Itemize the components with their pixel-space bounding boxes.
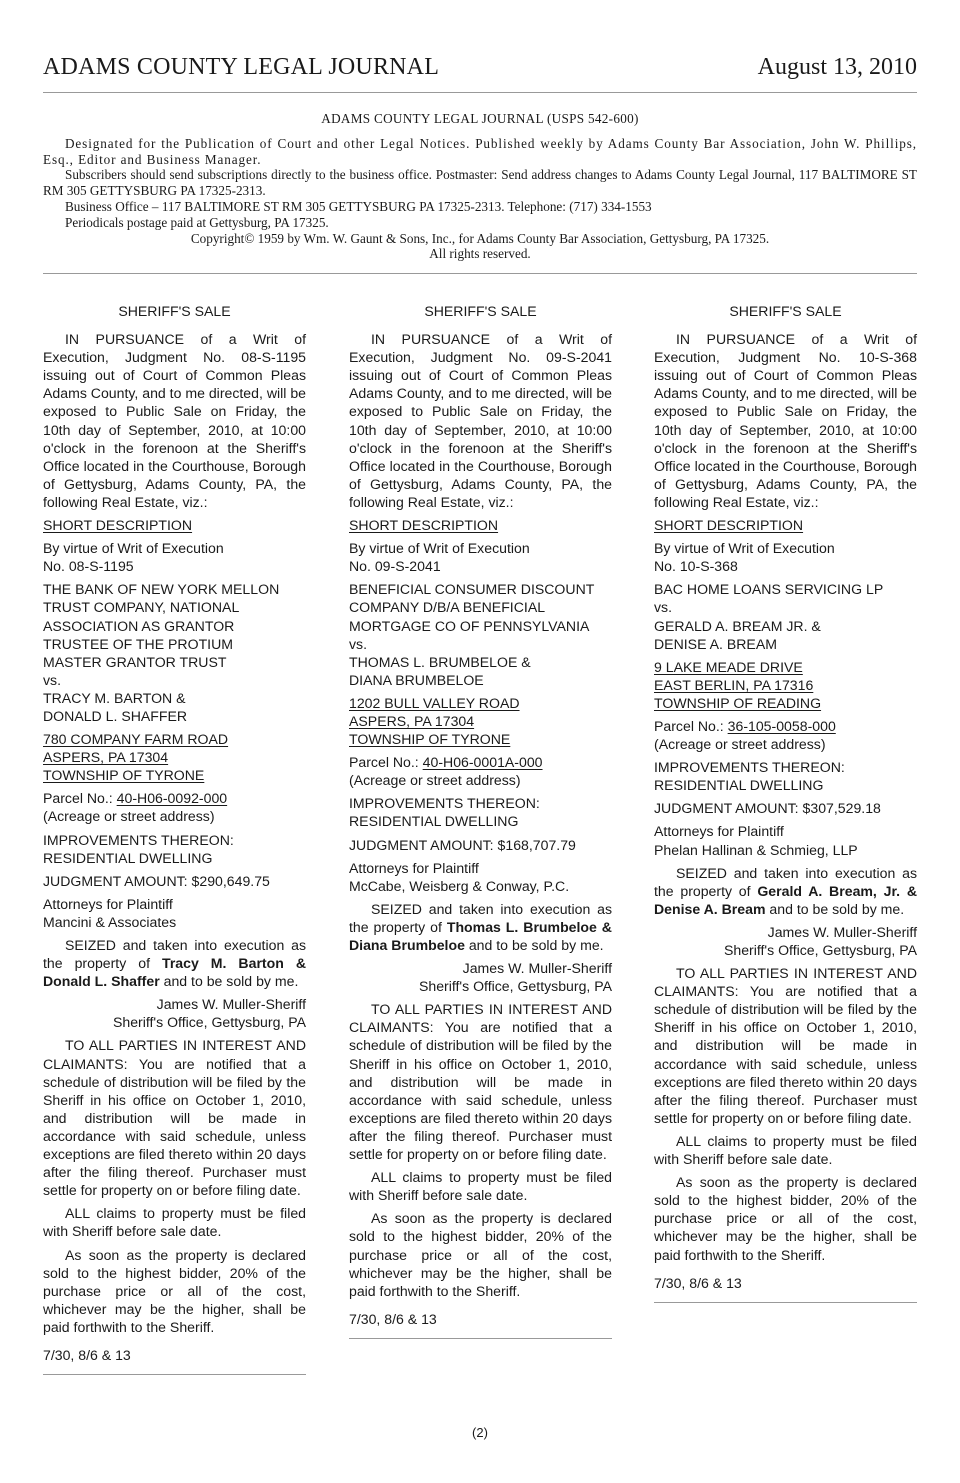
seized-paragraph xyxy=(654,864,917,918)
improvements-line: IMPROVEMENTS THEREON: xyxy=(654,759,845,776)
judgment-amount: JUDGMENT AMOUNT: $290,649.75 xyxy=(43,872,270,889)
judgment-amount: JUDGMENT AMOUNT: $168,707.79 xyxy=(349,836,576,853)
sheriff-office: Sheriff's Office, Gettysburg, PA xyxy=(112,1014,306,1031)
sheriff-signature xyxy=(654,923,917,959)
address-line: ASPERS, PA 17304 xyxy=(43,749,169,766)
notice-end-rule xyxy=(349,1338,612,1339)
seized-names: Gerald A. Bream, Jr. & Denise A. Bream xyxy=(654,882,918,917)
attorneys-label: Attorneys for Plaintiff xyxy=(43,895,173,912)
parcel-block xyxy=(43,789,306,825)
writ-number: No. 10-S-368 xyxy=(654,558,738,575)
seized-names: Thomas L. Brumbeloe & Diana Brumbeloe xyxy=(349,918,612,953)
defendant-line: TRACY M. BARTON & xyxy=(43,689,186,706)
plaintiff-line: TRUST COMPANY, NATIONAL xyxy=(43,599,240,616)
publication-dates: 7/30, 8/6 & 13 xyxy=(654,1274,742,1291)
notice-pursuance: IN PURSUANCE of a Writ of Execution, Judgment No. 08-S-1195 issuing out of Court of Common Pleas Adams County, and to me directed, will be exposed to Public Sale on Friday, the 10th day of September, 2010, at 10:00 o'clock in the forenoon at the Sheriff's Office located in the Courthouse, Borough of Gettysburg, Adams County, PA, the following Real Estate, viz.: xyxy=(43,331,306,510)
writ-block xyxy=(43,539,306,575)
improvements-line: IMPROVEMENTS THEREON: xyxy=(43,831,234,848)
masthead-rights: All rights reserved. xyxy=(429,246,531,262)
parcel-number: 40-H06-0001A-000 xyxy=(422,754,543,771)
seized-text-end: and to be sold by me. xyxy=(765,900,905,917)
seized-paragraph xyxy=(43,936,306,990)
plaintiff-line: BAC HOME LOANS SERVICING LP xyxy=(654,581,884,598)
sheriff-signature xyxy=(43,995,306,1031)
masthead-periodicals: Periodicals postage paid at Gettysburg, PA 17325. xyxy=(65,214,329,230)
plaintiff-line: BENEFICIAL CONSUMER DISCOUNT xyxy=(349,581,595,598)
to-all-parties: TO ALL PARTIES IN INTEREST AND CLAIMANTS: You are notified that a schedule of distribution will be filed by the Sheriff in his office on October 1, 2010, and distribution will be made in accordance with said schedule, unless exceptions are filed thereto within 20 days after the filing thereof. Purchaser must settle for property on or before filing date. xyxy=(654,965,917,1126)
parties-block xyxy=(349,580,612,689)
seized-names: Tracy M. Barton & Donald L. Shaffer xyxy=(43,955,306,990)
improvements-line: RESIDENTIAL DWELLING xyxy=(43,849,213,866)
header-rule xyxy=(43,92,917,93)
as-soon-as: As soon as the property is declared sold to the highest bidder, 20% of the purchase price or all of the cost, whichever may be the higher, shall be paid forthwith to the Sheriff. xyxy=(43,1246,306,1335)
versus: vs. xyxy=(349,635,368,652)
address-line: 780 COMPANY FARM ROAD xyxy=(43,731,229,748)
parcel-label: Parcel No.: xyxy=(43,790,117,807)
writ-line: By virtue of Writ of Execution xyxy=(654,540,835,557)
short-description-label: SHORT DESCRIPTION xyxy=(654,517,804,534)
defendant-line: DONALD L. SHAFFER xyxy=(43,707,188,724)
attorneys-block xyxy=(349,859,612,895)
address-line: TOWNSHIP OF READING xyxy=(654,694,822,711)
address-line: 9 LAKE MEADE DRIVE xyxy=(654,658,803,675)
sheriff-signature xyxy=(349,959,612,995)
improvements-line: RESIDENTIAL DWELLING xyxy=(349,813,519,830)
defendant-line: THOMAS L. BRUMBELOE & xyxy=(349,653,531,670)
improvements-block xyxy=(349,794,612,830)
plaintiff-line: TRUSTEE OF THE PROTIUM xyxy=(43,635,234,652)
all-claims: ALL claims to property must be filed with Sheriff before sale date. xyxy=(349,1169,612,1204)
page-number: (2) xyxy=(472,1425,488,1440)
parcel-label: Parcel No.: xyxy=(349,754,423,771)
attorneys-name: McCabe, Weisberg & Conway, P.C. xyxy=(349,877,570,894)
writ-block xyxy=(654,539,917,575)
defendant-line: DENISE A. BREAM xyxy=(654,635,777,652)
attorneys-block xyxy=(654,822,917,858)
attorneys-block xyxy=(43,895,306,931)
defendant-line: DIANA BRUMBELOE xyxy=(349,671,484,688)
short-description-label: SHORT DESCRIPTION xyxy=(43,517,193,534)
parcel-label: Parcel No.: xyxy=(654,717,728,734)
sheriff-sale-notice-2 xyxy=(349,302,612,1339)
writ-line: By virtue of Writ of Execution xyxy=(349,540,530,557)
publication-dates: 7/30, 8/6 & 13 xyxy=(43,1346,131,1363)
notice-heading: SHERIFF'S SALE xyxy=(118,303,231,319)
masthead-business-office: Business Office – 117 BALTIMORE ST RM 305 GETTYSBURG PA 17325-2313. Telephone: (717) 334-1553 xyxy=(65,198,652,214)
masthead-designated: Designated for the Publication of Court and other Legal Notices. Published weekly by Adams County Bar Association, John W. Phillips, Esq., Editor and Business Manager. xyxy=(43,135,917,167)
versus: vs. xyxy=(43,671,62,688)
to-all-parties: TO ALL PARTIES IN INTEREST AND CLAIMANTS: You are notified that a schedule of distribution will be filed by the Sheriff in his office on October 1, 2010, and distribution will be made in accordance with said schedule, unless exceptions are filed thereto within 20 days after the filing thereof. Purchaser must settle for property on or before filing date. xyxy=(43,1037,306,1199)
plaintiff-line: MORTGAGE CO OF PENNSYLVANIA xyxy=(349,617,590,634)
improvements-line: IMPROVEMENTS THEREON: xyxy=(349,795,540,812)
plaintiff-line: MASTER GRANTOR TRUST xyxy=(43,653,227,670)
sheriff-name: James W. Muller-Sheriff xyxy=(462,960,612,977)
sheriff-office: Sheriff's Office, Gettysburg, PA xyxy=(418,978,612,995)
writ-block xyxy=(349,539,612,575)
journal-title: ADAMS COUNTY LEGAL JOURNAL xyxy=(43,54,440,80)
as-soon-as: As soon as the property is declared sold to the highest bidder, 20% of the purchase price or all of the cost, whichever may be the higher, shall be paid forthwith to the Sheriff. xyxy=(349,1210,612,1299)
masthead-usps: ADAMS COUNTY LEGAL JOURNAL (USPS 542-600) xyxy=(321,111,639,126)
parties-block xyxy=(43,580,306,725)
address-line: ASPERS, PA 17304 xyxy=(349,712,475,729)
notice-end-rule xyxy=(43,1374,306,1375)
acreage-note: (Acreage or street address) xyxy=(654,736,826,753)
sheriff-office: Sheriff's Office, Gettysburg, PA xyxy=(723,942,917,958)
defendant-line: GERALD A. BREAM JR. & xyxy=(654,617,821,634)
masthead-subscribers: Subscribers should send subscriptions directly to the business office. Postmaster: Send address changes to Adams County Legal Journal, 117 BALTIMORE ST RM 305 GETTYSBURG PA 17325-2313. xyxy=(43,167,917,199)
masthead xyxy=(43,111,917,262)
address-line: EAST BERLIN, PA 17316 xyxy=(654,676,814,693)
masthead-copyright: Copyright© 1959 by Wm. W. Gaunt & Sons, Inc., for Adams County Bar Association, Gettysburg, PA 17325. xyxy=(190,230,770,246)
improvements-block xyxy=(654,758,917,794)
parcel-number: 36-105-0058-000 xyxy=(727,717,836,734)
attorneys-label: Attorneys for Plaintiff xyxy=(349,859,479,876)
sheriff-name: James W. Muller-Sheriff xyxy=(156,996,306,1013)
masthead-rule xyxy=(43,273,917,274)
writ-number: No. 08-S-1195 xyxy=(43,558,134,575)
issue-date: August 13, 2010 xyxy=(757,54,917,80)
all-claims: ALL claims to property must be filed with Sheriff before sale date. xyxy=(654,1132,917,1168)
attorneys-name: Phelan Hallinan & Schmieg, LLP xyxy=(654,841,858,858)
sheriff-sale-notice-1 xyxy=(43,302,306,1375)
writ-number: No. 09-S-2041 xyxy=(349,558,441,575)
notice-pursuance: IN PURSUANCE of a Writ of Execution, Judgment No. 09-S-2041 issuing out of Court of Common Pleas Adams County, and to me directed, will be exposed to Public Sale on Friday, the 10th day of September, 2010, at 10:00 o'clock in the forenoon at the Sheriff's Office located in the Courthouse, Borough of Gettysburg, Adams County, PA, the following Real Estate, viz.: xyxy=(349,331,612,510)
sheriff-sale-notice-3 xyxy=(654,302,917,1303)
sheriff-name: James W. Muller-Sheriff xyxy=(767,923,917,940)
seized-text: SEIZED and taken into execution as the property of xyxy=(43,937,306,972)
address-line: TOWNSHIP OF TYRONE xyxy=(43,767,205,784)
seized-text: SEIZED and taken into execution as the property of xyxy=(654,864,917,899)
notice-heading: SHERIFF'S SALE xyxy=(729,303,842,319)
to-all-parties: TO ALL PARTIES IN INTEREST AND CLAIMANTS: You are notified that a schedule of distribution will be filed by the Sheriff in his office on October 1, 2010, and distribution will be made in accordance with said schedule, unless exceptions are filed thereto within 20 days after the filing thereof. Purchaser must settle for property on or before filing date. xyxy=(349,1001,612,1163)
notice-heading: SHERIFF'S SALE xyxy=(424,303,537,319)
property-address xyxy=(654,658,917,712)
parcel-block xyxy=(349,753,612,789)
parties-block xyxy=(654,580,917,652)
plaintiff-line: THE BANK OF NEW YORK MELLON xyxy=(43,581,280,598)
improvements-block xyxy=(43,831,306,867)
seized-text: SEIZED and taken into execution as the property of xyxy=(349,900,612,935)
page-header xyxy=(43,54,917,92)
parcel-block xyxy=(654,717,917,753)
acreage-note: (Acreage or street address) xyxy=(43,808,215,825)
short-description-label: SHORT DESCRIPTION xyxy=(349,517,499,534)
property-address xyxy=(43,730,306,784)
plaintiff-line: COMPANY D/B/A BENEFICIAL xyxy=(349,599,546,616)
all-claims: ALL claims to property must be filed with Sheriff before sale date. xyxy=(43,1205,306,1240)
address-line: 1202 BULL VALLEY ROAD xyxy=(349,694,520,711)
versus: vs. xyxy=(654,599,673,616)
attorneys-label: Attorneys for Plaintiff xyxy=(654,823,784,840)
seized-text-end: and to be sold by me. xyxy=(464,937,604,953)
notice-pursuance: IN PURSUANCE of a Writ of Execution, Judgment No. 10-S-368 issuing out of Court of Common Pleas Adams County, and to me directed, will be exposed to Public Sale on Friday, the 10th day of September, 2010, at 10:00 o'clock in the forenoon at the Sheriff's Office located in the Courthouse, Borough of Gettysburg, Adams County, PA, the following Real Estate, viz.: xyxy=(654,331,917,510)
judgment-amount: JUDGMENT AMOUNT: $307,529.18 xyxy=(654,800,881,817)
parcel-number: 40-H06-0092-000 xyxy=(116,790,228,807)
attorneys-name: Mancini & Associates xyxy=(43,913,177,930)
acreage-note: (Acreage or street address) xyxy=(349,772,521,789)
plaintiff-line: ASSOCIATION AS GRANTOR xyxy=(43,617,235,634)
improvements-line: RESIDENTIAL DWELLING xyxy=(654,777,824,794)
publication-dates: 7/30, 8/6 & 13 xyxy=(349,1310,437,1327)
address-line: TOWNSHIP OF TYRONE xyxy=(349,731,511,748)
as-soon-as: As soon as the property is declared sold to the highest bidder, 20% of the purchase price or all of the cost, whichever may be the higher, shall be paid forthwith to the Sheriff. xyxy=(654,1174,917,1263)
seized-paragraph xyxy=(349,900,612,954)
seized-text-end: and to be sold by me. xyxy=(159,973,299,990)
property-address xyxy=(349,694,612,748)
notice-end-rule xyxy=(654,1302,917,1303)
writ-line: By virtue of Writ of Execution xyxy=(43,540,224,557)
